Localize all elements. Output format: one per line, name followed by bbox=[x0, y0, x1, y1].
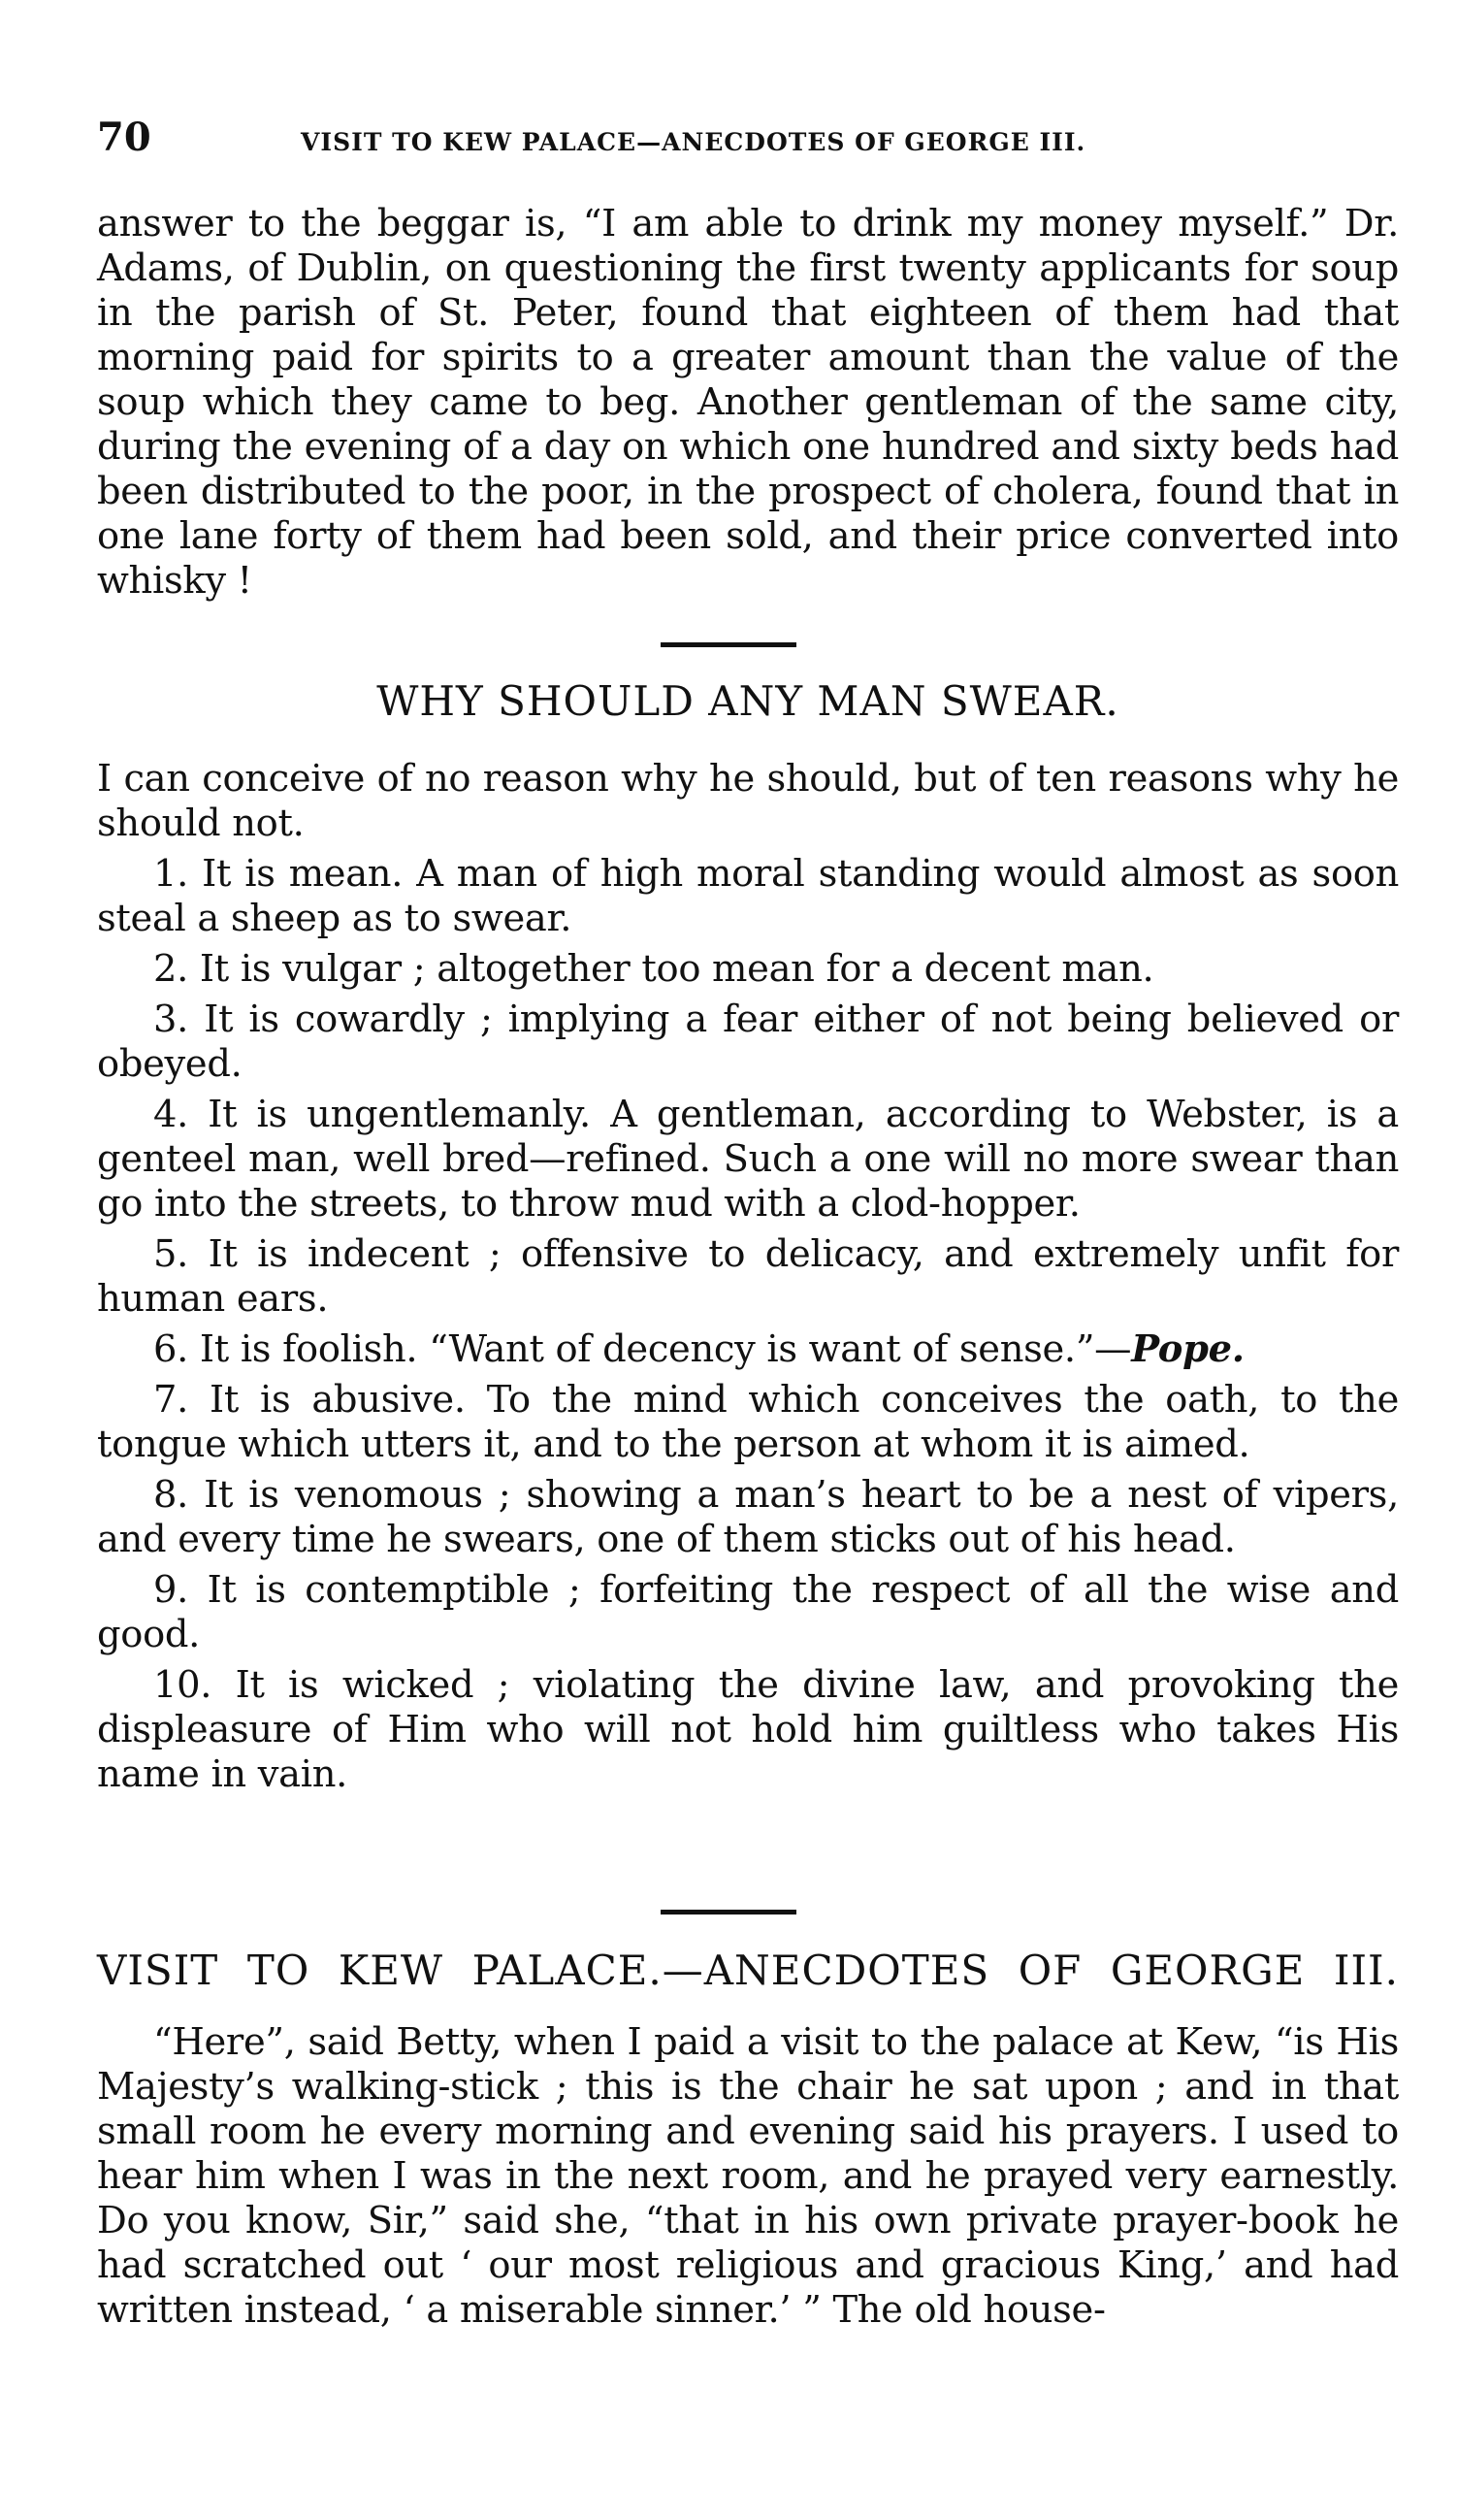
section-divider bbox=[661, 1910, 796, 1915]
reason-item: 5. It is indecent ; offensive to delicacy, and extremely unfit for human ears. bbox=[97, 1232, 1399, 1321]
section-title: WHY SHOULD ANY MAN SWEAR. bbox=[376, 677, 1119, 725]
story-paragraph: “Here”, said Betty, when I paid a visit to the palace at Kew, “is His Majesty’s walking-stick ; this is the chair he sat upon ; and in that small room he every morning and evening said his prayers. I used to hear him when I was in the next room, and he prayed very earnestly. Do you know, Sir,” said she, “that in his own private prayer-book he had scratched out ‘ our most religious and gracious King,’ and had written instead, ‘ a miserable sinner.’ ” The old house- bbox=[97, 2020, 1399, 2332]
running-head bbox=[97, 115, 1399, 182]
kew-story bbox=[97, 2020, 1399, 2333]
section-why-swear-heading bbox=[97, 677, 1399, 726]
reason-item bbox=[97, 1327, 1399, 1372]
reason-item: 10. It is wicked ; violating the divine law, and provoking the displeasure of Him who will not hold him guiltless who takes His name in vain. bbox=[97, 1663, 1399, 1796]
intro-section bbox=[97, 202, 1399, 604]
reason-item: 3. It is cowardly ; implying a fear either of not being believed or obeyed. bbox=[97, 998, 1399, 1086]
reason-item: 4. It is ungentlemanly. A gentleman, according to Webster, is a genteel man, well bred—refined. Such a one will no more swear than go into the streets, to throw mud with a clod-hopper. bbox=[97, 1093, 1399, 1226]
citation: Pope. bbox=[1131, 1327, 1245, 1371]
section-kew-heading bbox=[97, 1947, 1399, 1995]
section-divider bbox=[661, 642, 796, 647]
reason-item: 1. It is mean. A man of high moral standing would almost as soon steal a sheep as to swear. bbox=[97, 852, 1399, 940]
intro-paragraph: answer to the beggar is, “I am able to drink my money myself.” Dr. Adams, of Dublin, on questioning the first twenty applicants for soup in the parish of St. Peter, found that eighteen of them had that morning paid for spirits to a greater amount than the value of the soup which they came to beg. Another gentleman of the same city, during the evening of a day on which one hundred and sixty beds had been distributed to the poor, in the prospect of cholera, found that in one lane forty of them had been sold, and their price converted into whisky ! bbox=[97, 202, 1399, 603]
reason-item: 8. It is venomous ; showing a man’s heart to be a nest of vipers, and every time he swears, one of them sticks out of his head. bbox=[97, 1473, 1399, 1561]
reasons-list bbox=[97, 757, 1399, 1803]
page-number: 70 bbox=[97, 115, 151, 160]
lead-paragraph: I can conceive of no reason why he should, but of ten reasons why he should not. bbox=[97, 757, 1399, 845]
reason-text: 6. It is foolish. “Want of decency is want of sense.”— bbox=[153, 1327, 1132, 1371]
reason-item: 2. It is vulgar ; altogether too mean for a decent man. bbox=[153, 947, 1154, 991]
running-title: VISIT TO KEW PALACE—ANECDOTES OF GEORGE III. bbox=[301, 128, 1086, 156]
section-title: VISIT TO KEW PALACE.—ANECDOTES OF GEORGE III. bbox=[97, 1947, 1399, 1994]
reason-item: 7. It is abusive. To the mind which conceives the oath, to the tongue which utters it, and to the person at whom it is aimed. bbox=[97, 1378, 1399, 1466]
reason-item: 9. It is contemptible ; forfeiting the respect of all the wise and good. bbox=[97, 1568, 1399, 1656]
